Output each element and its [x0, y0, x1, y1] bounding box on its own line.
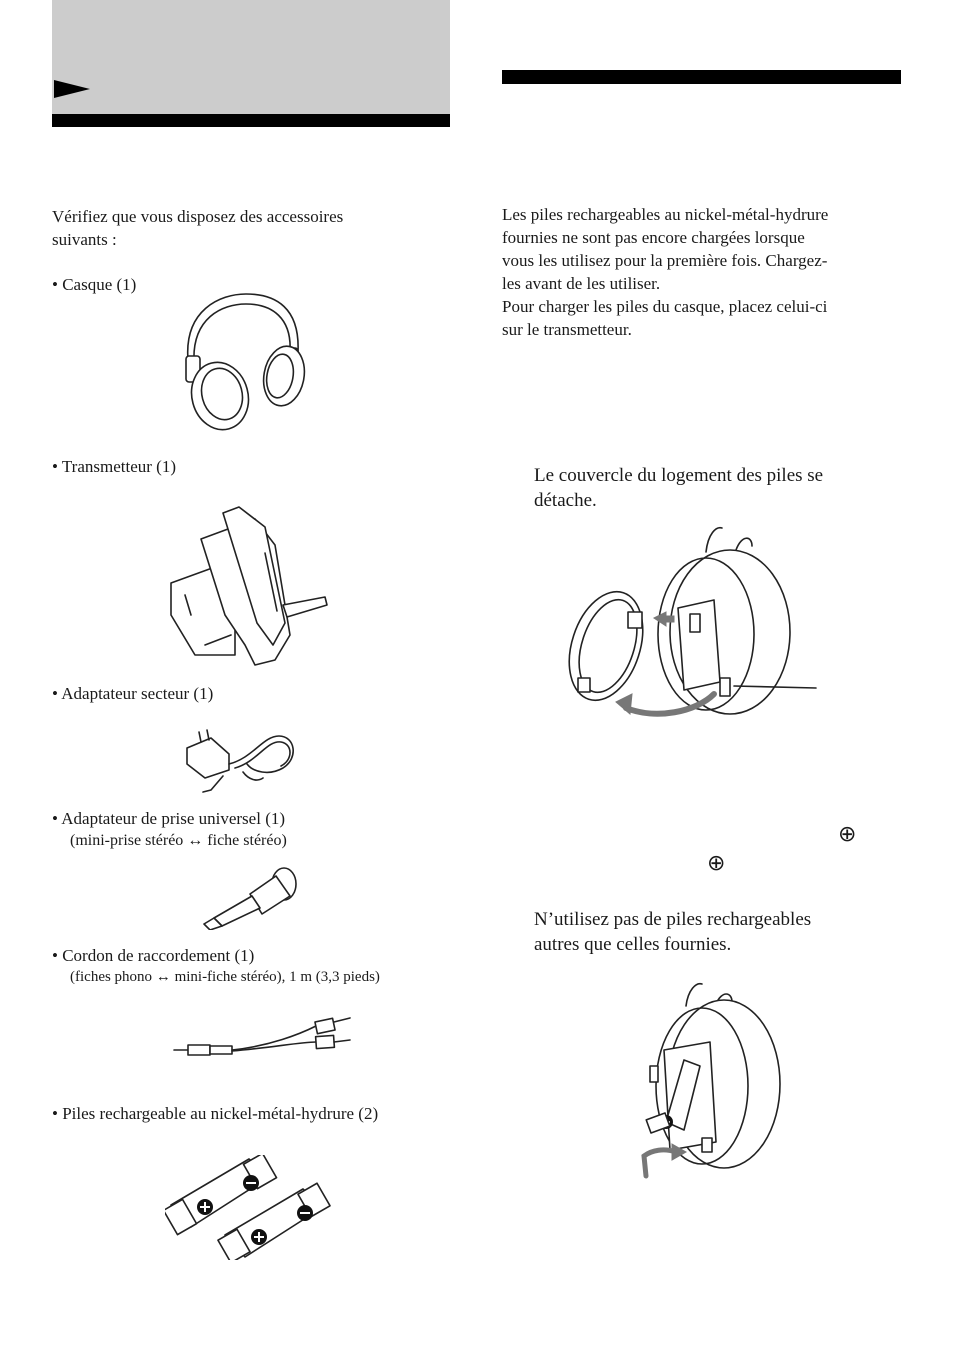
plus-polarity-icon: ⊕	[707, 851, 726, 876]
para-line: les avant de les utiliser.	[502, 274, 661, 293]
plug-adaptor-sub-left: (mini-prise stéréo	[70, 832, 184, 849]
intro-text	[52, 205, 450, 251]
plug-adaptor-sub-right: fiche stéréo)	[207, 832, 287, 849]
para-line: Les piles rechargeables au nickel-métal-hydrure	[502, 205, 829, 224]
step2-note-line: autres que celles fournies.	[534, 934, 732, 955]
accessory-batteries-label: • Piles rechargeable au nickel-métal-hydrure (2)	[52, 1104, 379, 1123]
ac-adaptor-illustration	[187, 730, 293, 792]
arrow-icon	[52, 78, 92, 100]
charging-intro-paragraph	[502, 203, 902, 341]
section-header-bar	[52, 114, 450, 127]
accessory-transmitter-label: • Transmetteur (1)	[52, 457, 176, 476]
plug-adaptor-subtitle	[70, 830, 287, 852]
para-line: Pour charger les piles du casque, placez celui-ci	[502, 297, 828, 316]
headphones-illustration	[180, 290, 312, 435]
batteries-illustration	[165, 1155, 330, 1260]
accessory-headphones-label: • Casque (1)	[52, 275, 137, 294]
transmitter-illustration	[171, 507, 327, 665]
cord-sub-right: mini-fiche stéréo), 1 m (3,3 pieds)	[174, 969, 380, 985]
connecting-cord-illustration	[174, 1018, 350, 1055]
double-arrow-icon: ↔	[155, 969, 171, 985]
para-line: sur le transmetteur.	[502, 320, 632, 339]
cord-subtitle	[70, 967, 380, 987]
accessory-ac-adaptor-label: • Adaptateur secteur (1)	[52, 684, 214, 703]
intro-line: Vérifiez que vous disposez des accessoires	[52, 207, 344, 226]
step2-note	[534, 907, 904, 957]
para-line: fournies ne sont pas encore chargées lorsque	[502, 228, 805, 247]
battery-insertion-illustration	[644, 984, 780, 1176]
step1-note-line: Le couvercle du logement des piles se	[534, 465, 824, 486]
accessory-cord-label: • Cordon de raccordement (1)	[52, 946, 255, 965]
step1-note-line: détache.	[534, 490, 597, 511]
step2-note-line: N’utilisez pas de piles rechargeables	[534, 909, 812, 930]
cord-sub-left: (fiches phono	[70, 969, 153, 985]
battery-cover-removal-illustration	[566, 528, 816, 714]
section-rule	[502, 70, 901, 84]
accessory-plug-adaptor-label: • Adaptateur de prise universel (1)	[52, 809, 286, 828]
double-arrow-icon: ↔	[187, 832, 204, 849]
intro-line: suivants :	[52, 230, 117, 249]
plug-adaptor-illustration	[204, 868, 296, 930]
step1-note	[534, 463, 904, 513]
para-line: vous les utilisez pour la première fois. Chargez-	[502, 251, 828, 270]
plus-polarity-icon: ⊕	[838, 822, 857, 847]
section-header-band	[52, 0, 450, 114]
